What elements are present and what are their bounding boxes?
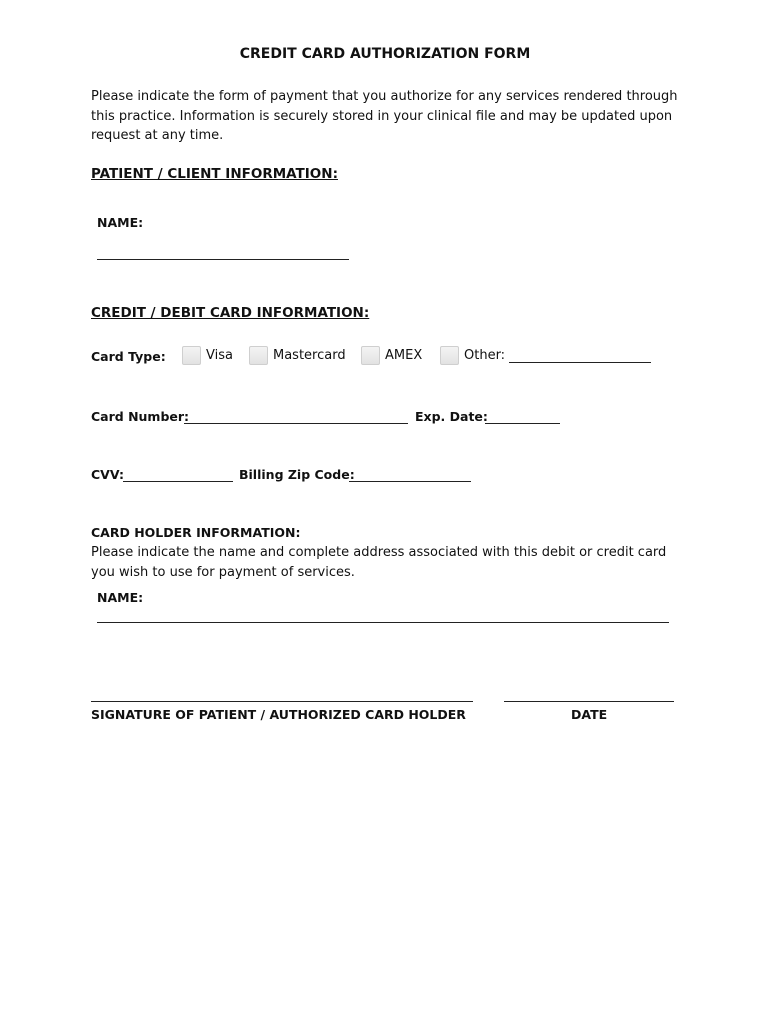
card-type-label: Card Type: [91, 349, 166, 364]
patient-section-heading: PATIENT / CLIENT INFORMATION: [91, 166, 338, 182]
amex-checkbox[interactable] [361, 346, 380, 365]
date-field[interactable] [504, 701, 674, 702]
mastercard-option-label: Mastercard [273, 348, 346, 363]
amex-option-label: AMEX [385, 348, 423, 363]
intro-paragraph: Please indicate the form of payment that you authorize for any services rendered through this practice. Information is securely stored in your clinical file and may be updated upon request at any time. [91, 89, 678, 143]
date-label: DATE [571, 707, 608, 722]
exp-date-label: Exp. Date: [415, 409, 488, 424]
visa-option-label: Visa [206, 348, 233, 363]
visa-checkbox[interactable] [182, 346, 201, 365]
billing-zip-field[interactable] [349, 481, 471, 482]
patient-name-label: NAME: [97, 215, 144, 230]
other-option-label: Other: [464, 348, 506, 363]
card-holder-heading: CARD HOLDER INFORMATION: [91, 525, 301, 540]
card-number-label: Card Number: [91, 409, 190, 424]
card-section-heading: CREDIT / DEBIT CARD INFORMATION: [91, 305, 370, 321]
other-checkbox[interactable] [440, 346, 459, 365]
card-holder-name-label: NAME: [97, 590, 144, 605]
exp-date-field[interactable] [485, 423, 560, 424]
cvv-field[interactable] [123, 481, 233, 482]
card-holder-instructions: Please indicate the name and complete address associated with this debit or credit card you wish to use for payment of services. [91, 545, 667, 580]
cvv-label: CVV: [91, 467, 124, 482]
mastercard-checkbox[interactable] [249, 346, 268, 365]
card-holder-name-field[interactable] [97, 622, 669, 623]
card-number-field[interactable] [184, 423, 408, 424]
billing-zip-label: Billing Zip Code: [239, 467, 355, 482]
signature-field[interactable] [91, 701, 473, 702]
other-card-type-field[interactable] [509, 362, 651, 363]
form-title: CREDIT CARD AUTHORIZATION FORM [239, 46, 531, 62]
patient-name-field[interactable] [97, 259, 349, 260]
signature-label: SIGNATURE OF PATIENT / AUTHORIZED CARD HOLDER [91, 707, 466, 722]
